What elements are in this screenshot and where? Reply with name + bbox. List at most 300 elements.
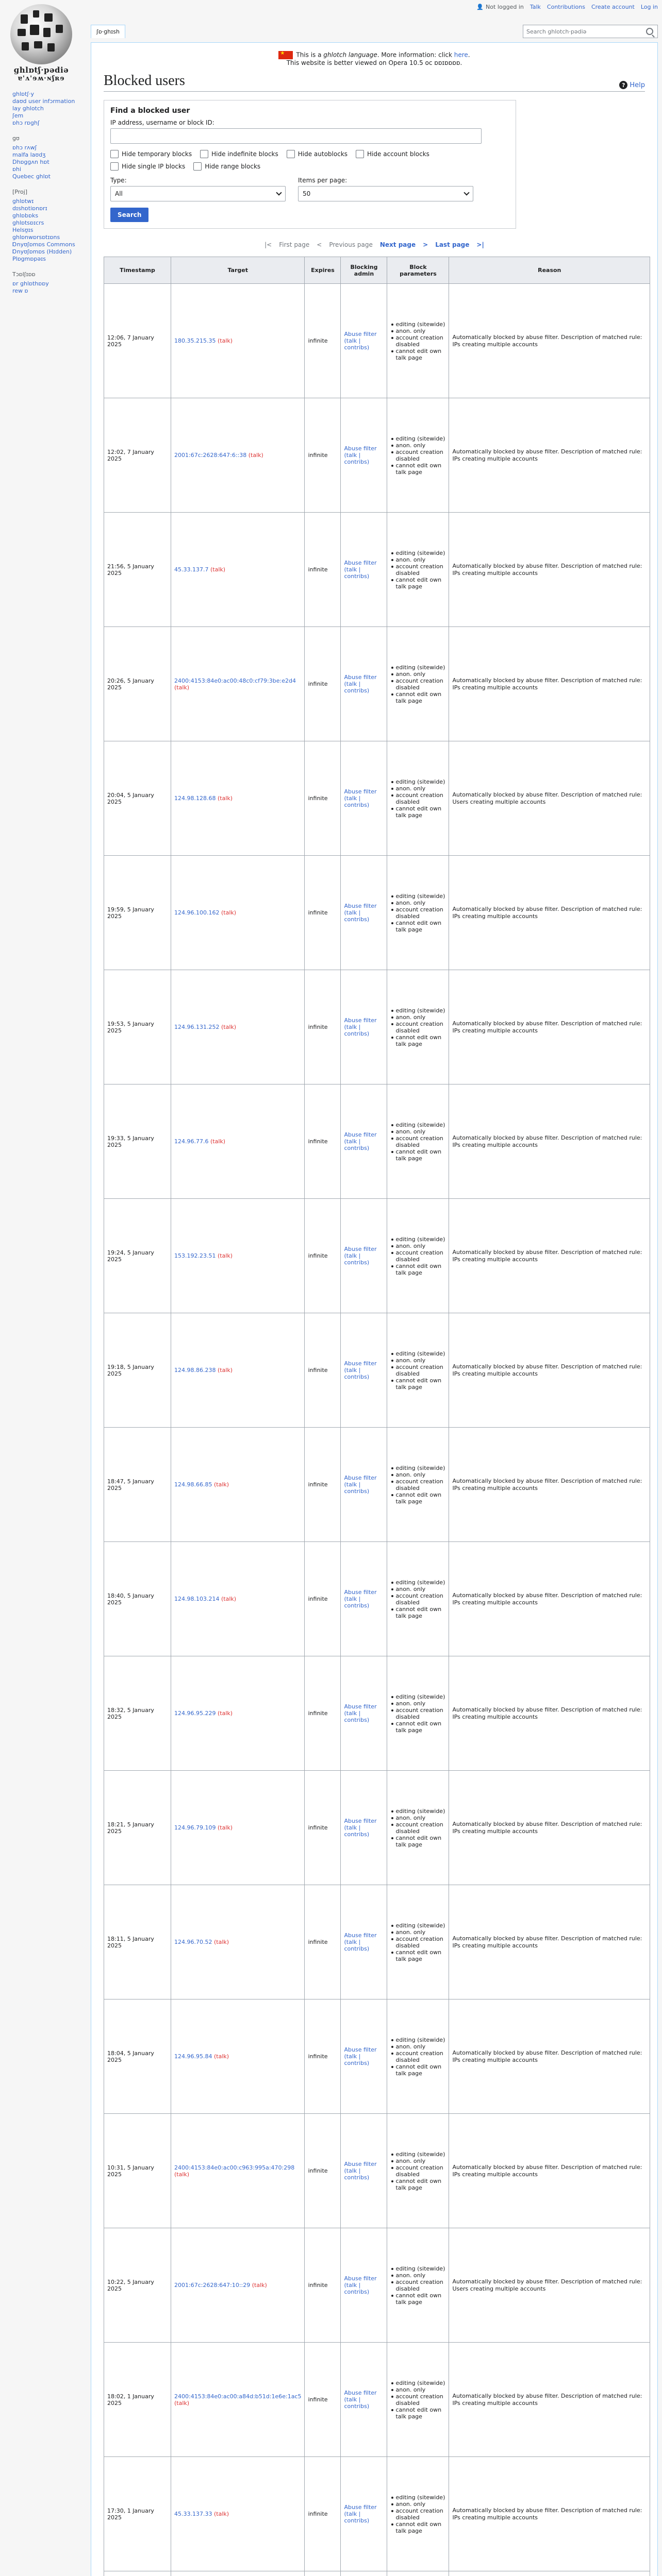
target-talk-link[interactable]: (talk): [217, 1824, 233, 1831]
sidebar-item-projects[interactable]: ghlɒbɒks: [12, 212, 39, 219]
sidebar-heading-projects: [Proj]: [12, 189, 28, 195]
param-item: account creation disabled: [390, 906, 445, 920]
param-item: anon. only: [390, 785, 445, 792]
type-label: Type:: [110, 177, 127, 184]
target-link[interactable]: 124.98.86.238: [174, 1367, 216, 1374]
param-item: anon. only: [390, 1700, 445, 1707]
block-search-form: [104, 100, 516, 229]
admin-link[interactable]: Abuse filter: [344, 674, 377, 681]
admin-talk-contribs-links[interactable]: (talk | contribs): [344, 1138, 370, 1151]
param-item: anon. only: [390, 2386, 445, 2393]
block-params-cell: [387, 970, 449, 1084]
admin-talk-contribs-links[interactable]: (talk | contribs): [344, 2396, 370, 2410]
admin-talk-contribs-links[interactable]: (talk | contribs): [344, 1024, 370, 1037]
admin-link[interactable]: Abuse filter: [344, 2046, 377, 2053]
sidebar-item-nav[interactable]: ghlɒtʃ·y: [12, 91, 35, 97]
checkbox-box[interactable]: [356, 150, 364, 158]
page-header: [104, 73, 645, 92]
target-talk-link[interactable]: (talk): [217, 795, 233, 802]
expires-cell: infinite: [305, 1199, 341, 1313]
target-talk-link[interactable]: (talk): [217, 1710, 233, 1717]
admin-link[interactable]: Abuse filter: [344, 1017, 377, 1024]
param-item: anon. only: [390, 1815, 445, 1821]
next-page-icon[interactable]: >: [423, 241, 428, 248]
first-page-link[interactable]: First page: [279, 241, 310, 248]
checkbox-box[interactable]: [110, 150, 119, 158]
target-cell: [171, 1999, 305, 2114]
sidebar-item-nav[interactable]: ɒhɔ rɒghʃ: [12, 120, 40, 126]
checkbox-label: Hide account blocks: [367, 150, 429, 158]
reason-cell: Automatically blocked by abuse filter. Description of matched rule: Users creating multiple accounts: [449, 2228, 650, 2343]
target-cell: [171, 398, 305, 513]
table-row: [104, 398, 650, 513]
target-talk-link[interactable]: (talk): [217, 337, 233, 344]
reason-cell: Automatically blocked by abuse filter. Description of matched rule: IPs creating multiple accounts: [449, 970, 650, 1084]
param-item: account creation disabled: [390, 2393, 445, 2406]
block-params-cell: [387, 1542, 449, 1656]
filter-checkbox[interactable]: [287, 150, 347, 158]
admin-talk-contribs-links[interactable]: (talk | contribs): [344, 1252, 370, 1266]
blocking-admin-cell: [341, 2457, 387, 2571]
checkbox-box[interactable]: [193, 162, 202, 171]
column-header: Expires: [305, 257, 341, 284]
admin-link[interactable]: Abuse filter: [344, 2275, 377, 2282]
param-item: account creation disabled: [390, 1707, 445, 1720]
params-list: [390, 2151, 445, 2191]
block-params-cell: [387, 1428, 449, 1542]
blocking-admin-cell: [341, 284, 387, 398]
target-cell: [171, 1199, 305, 1313]
reason-cell: Automatically blocked by abuse filter. Description of matched rule: IPs creating multiple accounts: [449, 1542, 650, 1656]
sidebar-item-nav[interactable]: daʊd user infɔrmation: [12, 98, 75, 105]
timestamp-cell: 18:40, 5 January 2025: [104, 1542, 171, 1656]
target-talk-link[interactable]: (talk): [210, 1138, 226, 1145]
admin-talk-contribs-links[interactable]: (talk | contribs): [344, 2511, 370, 2524]
target-talk-link[interactable]: (talk): [213, 2511, 229, 2517]
sidebar-item-interaction[interactable]: ɒhi: [12, 166, 22, 173]
target-talk-link[interactable]: (talk): [174, 684, 190, 691]
param-item: cannot edit own talk page: [390, 577, 445, 590]
target-cell: [171, 741, 305, 856]
main-content: [91, 42, 658, 2576]
block-params-cell: [387, 2457, 449, 2571]
target-link[interactable]: 124.98.103.214: [174, 1596, 220, 1602]
admin-talk-contribs-links[interactable]: (talk | contribs): [344, 566, 370, 580]
block-params-cell: [387, 284, 449, 398]
target-talk-link[interactable]: (talk): [248, 452, 263, 459]
admin-talk-contribs-links[interactable]: (talk | contribs): [344, 909, 370, 923]
param-item: account creation disabled: [390, 449, 445, 462]
target-link[interactable]: 153.192.23.51: [174, 1252, 216, 1259]
sidebar-tools: [12, 280, 82, 295]
admin-link[interactable]: Abuse filter: [344, 1360, 377, 1367]
admin-link[interactable]: Abuse filter: [344, 903, 377, 909]
column-header: Reason: [449, 257, 650, 284]
admin-link[interactable]: Abuse filter: [344, 1589, 377, 1596]
table-row: [104, 627, 650, 741]
param-item: cannot edit own talk page: [390, 1492, 445, 1505]
sidebar-interaction: [12, 144, 82, 180]
expires-cell: infinite: [305, 398, 341, 513]
param-item: anon. only: [390, 556, 445, 563]
sidebar-item-tools[interactable]: rew ɒ: [12, 287, 28, 294]
expires-cell: [305, 2571, 341, 2576]
target-talk-link[interactable]: (talk): [174, 2171, 190, 2178]
admin-link[interactable]: Abuse filter: [344, 331, 377, 337]
column-header: Target: [171, 257, 305, 284]
target-talk-link[interactable]: (talk): [221, 1024, 237, 1030]
notice-more: More information: click: [381, 51, 452, 59]
blocking-admin-cell: [341, 741, 387, 856]
block-params-cell: [387, 2114, 449, 2228]
param-item: cannot edit own talk page: [390, 1606, 445, 1619]
param-item: anon. only: [390, 442, 445, 449]
target-talk-link[interactable]: (talk): [252, 2282, 267, 2289]
blocking-admin-cell: [341, 2228, 387, 2343]
admin-talk-contribs-links[interactable]: (talk | contribs): [344, 1710, 370, 1723]
reason-cell: Automatically blocked by abuse filter. Description of matched rule: IPs creating multiple accounts: [449, 1656, 650, 1771]
admin-link[interactable]: Abuse filter: [344, 2161, 377, 2167]
timestamp-cell: 19:59, 5 January 2025: [104, 856, 171, 970]
checkbox-label: Hide range blocks: [205, 163, 261, 170]
target-link[interactable]: 124.98.66.85: [174, 1481, 212, 1488]
create-account-link[interactable]: Create account: [591, 3, 635, 10]
target-link[interactable]: 45.33.137.7: [174, 566, 209, 573]
target-link[interactable]: 2400:4153:84e0:ac00:a84d:b51d:1e6e:1ac5: [174, 2393, 302, 2400]
checkbox-box[interactable]: [200, 150, 208, 158]
search-button[interactable]: Search: [110, 208, 148, 222]
admin-talk-contribs-links[interactable]: (talk | contribs): [344, 1367, 370, 1380]
filter-checkbox[interactable]: [110, 162, 185, 171]
params-list: [390, 1808, 445, 1848]
expires-cell: infinite: [305, 1656, 341, 1771]
params-list: [390, 1236, 445, 1276]
table-row: [104, 2571, 650, 2576]
admin-link[interactable]: Abuse filter: [344, 1475, 377, 1481]
timestamp-cell: 19:53, 5 January 2025: [104, 970, 171, 1084]
param-item: anon. only: [390, 2043, 445, 2050]
admin-talk-contribs-links[interactable]: (talk | contribs): [344, 795, 370, 808]
blocking-admin-cell: [341, 1199, 387, 1313]
admin-link[interactable]: Abuse filter: [344, 1246, 377, 1252]
param-item: cannot edit own talk page: [390, 2063, 445, 2077]
param-item: anon. only: [390, 1471, 445, 1478]
table-row: [104, 1084, 650, 1199]
param-item: cannot edit own talk page: [390, 920, 445, 933]
timestamp-cell: 18:32, 5 January 2025: [104, 1656, 171, 1771]
expires-cell: infinite: [305, 1885, 341, 1999]
table-row: [104, 1542, 650, 1656]
help-link[interactable]: [619, 81, 645, 89]
filter-checkbox[interactable]: [356, 150, 429, 158]
notice-here-link[interactable]: here: [454, 51, 468, 59]
target-talk-link[interactable]: (talk): [217, 1367, 233, 1374]
items-select[interactable]: [298, 186, 473, 201]
checkbox-label: Hide single IP blocks: [122, 163, 186, 170]
filter-checkbox[interactable]: [193, 162, 260, 171]
admin-link[interactable]: Abuse filter: [344, 445, 377, 452]
notice-text-a: This is a: [296, 51, 322, 59]
target-cell: [171, 2228, 305, 2343]
blocking-admin-cell: [341, 627, 387, 741]
type-select[interactable]: [110, 186, 286, 201]
personal-tools: [476, 0, 662, 13]
admin-talk-contribs-links[interactable]: (talk | contribs): [344, 2167, 370, 2181]
sidebar-item-interaction[interactable]: Dhɒgɡʌn hɒt: [12, 159, 49, 165]
target-cell: [171, 513, 305, 627]
target-link[interactable]: 124.96.131.252: [174, 1024, 220, 1030]
param-item: anon. only: [390, 1929, 445, 1936]
filter-checkbox[interactable]: [110, 150, 192, 158]
param-item: anon. only: [390, 1014, 445, 1021]
column-header: Blocking admin: [341, 257, 387, 284]
timestamp-cell: 18:21, 5 January 2025: [104, 1771, 171, 1885]
sidebar-item-projects[interactable]: ghlɒtwɪ: [12, 198, 34, 205]
param-item: editing (sitewide): [390, 1007, 445, 1014]
admin-talk-contribs-links[interactable]: (talk | contribs): [344, 337, 370, 351]
timestamp-cell: 19:24, 5 January 2025: [104, 1199, 171, 1313]
sidebar-heading-tools: Tɔɒlʃɪɒɒ: [12, 271, 36, 278]
logo-wordmark: ɡhlɒtʃ·pədiə: [13, 65, 69, 75]
block-params-cell: [387, 1771, 449, 1885]
search-input[interactable]: Search ghlotch·pədiə: [526, 28, 587, 35]
params-list: [390, 893, 445, 933]
expires-cell: infinite: [305, 970, 341, 1084]
param-item: editing (sitewide): [390, 893, 445, 900]
target-talk-link[interactable]: (talk): [221, 1596, 237, 1602]
admin-link[interactable]: Abuse filter: [344, 1932, 377, 1939]
target-cell: [171, 627, 305, 741]
param-item: account creation disabled: [390, 1249, 445, 1263]
sidebar-item-interaction[interactable]: malfa laʊdʒ: [12, 151, 46, 158]
block-params-cell: [387, 1199, 449, 1313]
target-link[interactable]: 45.33.137.33: [174, 2511, 212, 2517]
param-item: account creation disabled: [390, 1821, 445, 1835]
timestamp-cell: 20:04, 5 January 2025: [104, 741, 171, 856]
table-header-row: [104, 257, 650, 284]
target-link[interactable]: 124.96.95.84: [174, 2053, 212, 2060]
target-link[interactable]: 2001:67c:2628:647:6::38: [174, 452, 247, 459]
param-item: cannot edit own talk page: [390, 2406, 445, 2420]
param-item: anon. only: [390, 1357, 445, 1364]
target-link[interactable]: 2400:4153:84e0:ac00:48c0:cf79:3be:e2d4: [174, 677, 296, 684]
timestamp-cell: 18:04, 5 January 2025: [104, 1999, 171, 2114]
sidebar-item-interaction[interactable]: ɒhɔ rʌwʃ: [12, 144, 37, 151]
param-item: editing (sitewide): [390, 1122, 445, 1128]
reason-cell: Automatically blocked by abuse filter. Description of matched rule: IPs creating multiple accounts: [449, 398, 650, 513]
table-row: [104, 2228, 650, 2343]
admin-talk-contribs-links[interactable]: (talk | contribs): [344, 1939, 370, 1952]
blocking-admin-cell: [341, 856, 387, 970]
expires-cell: infinite: [305, 627, 341, 741]
param-item: account creation disabled: [390, 2050, 445, 2063]
admin-link[interactable]: Abuse filter: [344, 1703, 377, 1710]
admin-talk-contribs-links[interactable]: (talk | contribs): [344, 1824, 370, 1838]
admin-link[interactable]: Abuse filter: [344, 788, 377, 795]
last-page-link[interactable]: Last page: [435, 241, 470, 248]
table-row: [104, 1771, 650, 1885]
params-list: [390, 1693, 445, 1734]
reason-cell: Automatically blocked by abuse filter. Description of matched rule: IPs creating multiple accounts: [449, 513, 650, 627]
param-item: cannot edit own talk page: [390, 1835, 445, 1848]
sidebar-item-projects[interactable]: ghlɒnwɒrsɒtɪɒns: [12, 234, 60, 241]
site-logo[interactable]: [0, 0, 82, 82]
param-item: editing (sitewide): [390, 321, 445, 328]
target-link[interactable]: 124.98.128.68: [174, 795, 216, 802]
contributions-link[interactable]: Contributions: [547, 3, 585, 10]
param-item: cannot edit own talk page: [390, 2521, 445, 2534]
admin-talk-contribs-links[interactable]: (talk | contribs): [344, 2053, 370, 2066]
expires-cell: infinite: [305, 1428, 341, 1542]
target-link[interactable]: 2001:67c:2628:647:10::29: [174, 2282, 251, 2289]
blocking-admin-cell: [341, 1313, 387, 1428]
timestamp-cell: 18:47, 5 January 2025: [104, 1428, 171, 1542]
timestamp-cell: 10:31, 5 January 2025: [104, 2114, 171, 2228]
ip-input[interactable]: [110, 128, 482, 144]
target-cell: [171, 2571, 305, 2576]
sidebar-item-nav[interactable]: ʃem: [12, 112, 24, 119]
param-item: anon. only: [390, 328, 445, 334]
search-box[interactable]: [523, 25, 658, 38]
target-link[interactable]: 124.96.100.162: [174, 909, 220, 916]
blocking-admin-cell: [341, 1771, 387, 1885]
namespace-tabs: [91, 25, 125, 38]
login-link[interactable]: Log in: [640, 3, 658, 10]
blocking-admin-cell: [341, 2571, 387, 2576]
notice-language: ghlotch language: [323, 51, 377, 59]
timestamp-cell: 21:56, 5 January 2025: [104, 513, 171, 627]
params-list: [390, 2265, 445, 2306]
table-row: [104, 856, 650, 970]
param-item: anon. only: [390, 2158, 445, 2164]
param-item: cannot edit own talk page: [390, 2292, 445, 2306]
expires-cell: infinite: [305, 284, 341, 398]
table-row: [104, 284, 650, 398]
table-row: [104, 513, 650, 627]
target-cell: [171, 856, 305, 970]
admin-link[interactable]: Abuse filter: [344, 560, 377, 566]
target-talk-link[interactable]: (talk): [221, 909, 237, 916]
params-list: [390, 664, 445, 704]
admin-talk-contribs-links[interactable]: (talk | contribs): [344, 681, 370, 694]
expires-cell: infinite: [305, 2343, 341, 2457]
param-item: anon. only: [390, 1586, 445, 1592]
sidebar-item-projects[interactable]: Ɒnyʊʃɒmɒs (Hɪdden): [12, 248, 72, 255]
search-icon[interactable]: [646, 28, 653, 35]
target-talk-link[interactable]: (talk): [213, 2053, 229, 2060]
target-link[interactable]: 124.96.79.109: [174, 1824, 216, 1831]
sidebar-item-interaction[interactable]: Quebec ghlɒt: [12, 173, 51, 180]
param-item: cannot edit own talk page: [390, 691, 445, 704]
sidebar-item-tools[interactable]: ɒr ghlɒthɒɒy: [12, 280, 49, 287]
param-item: cannot edit own talk page: [390, 462, 445, 476]
next-page-link[interactable]: Next page: [379, 241, 416, 248]
target-talk-link[interactable]: (talk): [217, 1252, 233, 1259]
target-cell: [171, 1084, 305, 1199]
block-params-cell: [387, 856, 449, 970]
param-item: cannot edit own talk page: [390, 1949, 445, 1962]
prev-page-link[interactable]: Previous page: [329, 241, 373, 248]
type-select-value: All: [115, 190, 123, 197]
target-cell: [171, 970, 305, 1084]
param-item: editing (sitewide): [390, 778, 445, 785]
param-item: cannot edit own talk page: [390, 348, 445, 361]
target-talk-link[interactable]: (talk): [213, 1939, 229, 1945]
ip-label: IP address, username or block ID:: [110, 119, 214, 126]
target-link[interactable]: 124.96.70.52: [174, 1939, 212, 1945]
timestamp-cell: 18:11, 5 January 2025: [104, 1885, 171, 1999]
filter-checkbox[interactable]: [200, 150, 278, 158]
target-link[interactable]: 2400:4153:84e0:ac00:c963:995a:470:298: [174, 2164, 295, 2171]
admin-talk-contribs-links[interactable]: (talk | contribs): [344, 452, 370, 465]
sidebar-nav: [12, 91, 82, 127]
expires-cell: infinite: [305, 2114, 341, 2228]
sidebar-item-projects[interactable]: Ɒnyʊʃɒmɒs Commons: [12, 241, 75, 248]
target-talk-link[interactable]: (talk): [213, 1481, 229, 1488]
param-item: editing (sitewide): [390, 550, 445, 556]
blocking-admin-cell: [341, 970, 387, 1084]
sidebar-item-nav[interactable]: lay ghlotch: [12, 105, 44, 112]
target-link[interactable]: 124.96.95.229: [174, 1710, 216, 1717]
sidebar-item-projects[interactable]: Helsʊ̯ɪs: [12, 227, 34, 233]
admin-talk-contribs-links[interactable]: (talk | contribs): [344, 2282, 370, 2295]
param-item: editing (sitewide): [390, 1579, 445, 1586]
sidebar-item-projects[interactable]: dɪshɒtiɒnɒrɪ: [12, 205, 47, 212]
target-link[interactable]: 124.96.77.6: [174, 1138, 209, 1145]
items-select-value: 50: [303, 190, 311, 197]
param-item: account creation disabled: [390, 1936, 445, 1949]
timestamp-cell: 17:30, 1 January 2025: [104, 2457, 171, 2571]
sidebar-item-projects[interactable]: ghlɒtsɒɪcrs: [12, 219, 44, 226]
block-list-table: [104, 257, 650, 2576]
talk-link[interactable]: Talk: [529, 3, 541, 10]
checkbox-box[interactable]: [110, 162, 119, 171]
param-item: editing (sitewide): [390, 1465, 445, 1471]
admin-link[interactable]: Abuse filter: [344, 2504, 377, 2511]
target-link[interactable]: 180.35.215.35: [174, 337, 216, 344]
admin-talk-contribs-links[interactable]: (talk | contribs): [344, 1596, 370, 1609]
admin-link[interactable]: Abuse filter: [344, 2389, 377, 2396]
target-talk-link[interactable]: (talk): [210, 566, 226, 573]
param-item: editing (sitewide): [390, 1922, 445, 1929]
flag-icon: [278, 51, 293, 59]
sidebar-item-projects[interactable]: Plɒgmɒpəɪs: [12, 256, 46, 262]
items-label: Items per page:: [298, 177, 347, 184]
target-cell: [171, 2114, 305, 2228]
checkbox-box[interactable]: [287, 150, 295, 158]
tab-special[interactable]: ʃɒ·ɡhɪsh: [91, 25, 125, 38]
block-params-cell: [387, 2228, 449, 2343]
last-page-icon[interactable]: >|: [476, 241, 484, 248]
params-list: [390, 1579, 445, 1619]
admin-talk-contribs-links[interactable]: (talk | contribs): [344, 1481, 370, 1495]
help-label: Help: [630, 81, 645, 89]
admin-link[interactable]: Abuse filter: [344, 1818, 377, 1824]
expires-cell: infinite: [305, 513, 341, 627]
target-cell: [171, 1313, 305, 1428]
params-list: [390, 1122, 445, 1162]
reason-cell: Automatically blocked by abuse filter. Description of matched rule: IPs creating multiple accounts: [449, 284, 650, 398]
site-notice: ★This is a ghlotch language. More information: click here. This website is better viewed on Opera 10.5 oc ɒɒɪɒɒɒɒ.: [104, 51, 645, 66]
reason-cell: Automatically blocked by abuse filter. Description of matched rule: IPs creating multiple accounts: [449, 627, 650, 741]
param-item: account creation disabled: [390, 563, 445, 577]
table-row: [104, 2343, 650, 2457]
target-talk-link[interactable]: (talk): [174, 2399, 190, 2406]
admin-link[interactable]: Abuse filter: [344, 1131, 377, 1138]
block-params-cell: [387, 1999, 449, 2114]
param-item: cannot edit own talk page: [390, 1034, 445, 1047]
reason-cell: Automatically blocked by abuse filter. Description of matched rule: IPs creating multiple accounts: [449, 1084, 650, 1199]
